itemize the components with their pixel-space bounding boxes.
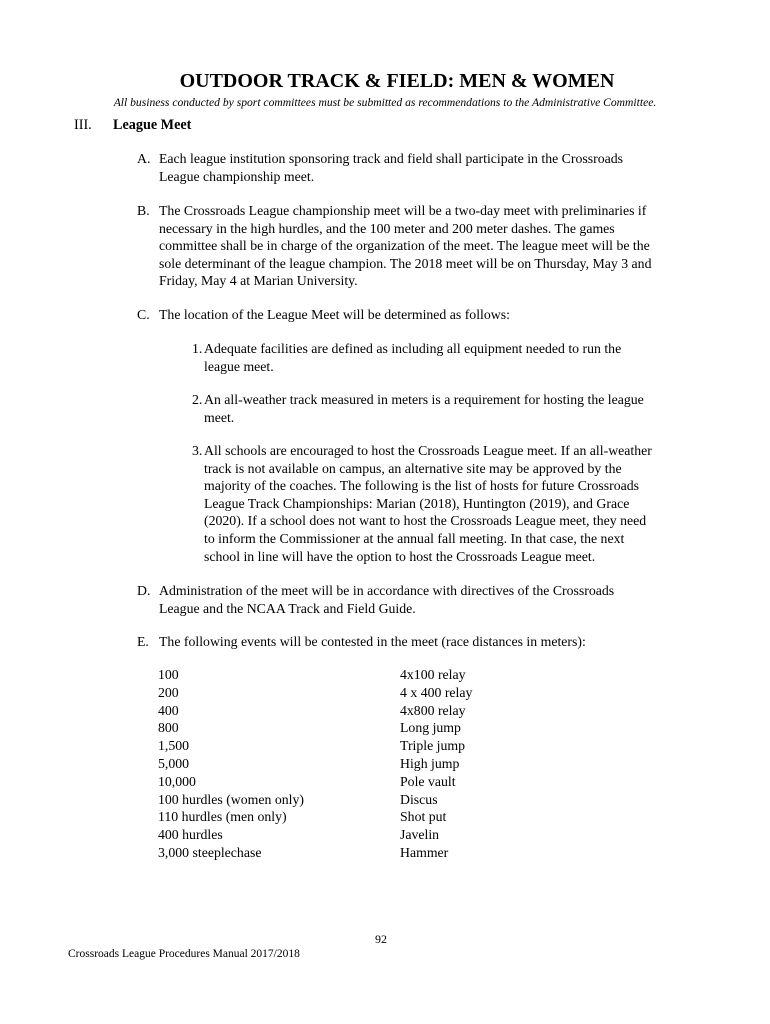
text-line: Each league institution sponsoring track and field shall participate in the Crossroads bbox=[159, 151, 623, 166]
page-number: 92 bbox=[375, 932, 387, 946]
event-item: Hammer bbox=[400, 844, 449, 860]
item-text bbox=[159, 582, 614, 617]
footer-text: Crossroads League Procedures Manual 2017/2018 bbox=[68, 948, 300, 960]
item-text bbox=[159, 150, 623, 185]
event-item: 5,000 bbox=[158, 755, 190, 771]
text-line: The following events will be contested in the meet (race distances in meters): bbox=[159, 634, 586, 649]
subitem-number: 2. bbox=[192, 392, 203, 407]
event-item: 400 hurdles bbox=[158, 827, 223, 843]
events-list-right bbox=[400, 666, 472, 862]
page-subtitle: All business conducted by sport committees must be submitted as recommendations to the Administrative Committee. bbox=[113, 96, 657, 109]
event-item: 800 bbox=[158, 720, 179, 736]
subitem-text bbox=[204, 391, 644, 426]
item-text bbox=[159, 633, 586, 651]
event-item: Shot put bbox=[400, 809, 447, 825]
event-item: 1,500 bbox=[158, 738, 190, 754]
text-line: meet. bbox=[204, 409, 235, 425]
text-line: All schools are encouraged to host the Crossroads League meet. If an all-weather bbox=[204, 443, 652, 458]
section-title: League Meet bbox=[113, 117, 192, 133]
item-text bbox=[159, 306, 510, 324]
events-list-left bbox=[158, 666, 304, 862]
event-item: Triple jump bbox=[400, 738, 466, 754]
event-item: Pole vault bbox=[400, 773, 456, 789]
text-line: league meet. bbox=[204, 358, 274, 374]
text-line: Adequate facilities are defined as including all equipment needed to run the bbox=[204, 341, 622, 356]
event-item: High jump bbox=[400, 755, 460, 771]
text-line: track is not available on campus, an alternative site may be approved by the bbox=[204, 460, 622, 476]
text-line: The location of the League Meet will be determined as follows: bbox=[159, 307, 510, 322]
subitem-number: 3. bbox=[192, 443, 203, 458]
text-line: school in line will have the option to host the Crossroads League meet. bbox=[204, 548, 596, 564]
event-item: 4 x 400 relay bbox=[400, 684, 473, 700]
text-line: An all-weather track measured in meters is a requirement for hosting the league bbox=[204, 392, 644, 407]
text-line: sole determinant of the league champion. The 2018 meet will be on Thursday, May 3 and bbox=[159, 255, 652, 271]
subitem-text bbox=[204, 442, 652, 565]
subitem-number: 1. bbox=[192, 341, 203, 356]
event-item: 3,000 steeplechase bbox=[158, 844, 262, 860]
event-item: Discus bbox=[400, 791, 438, 807]
text-line: League championship meet. bbox=[159, 168, 315, 184]
item-letter: B. bbox=[137, 203, 150, 218]
item-text bbox=[159, 202, 651, 290]
item-letter: E. bbox=[137, 634, 149, 649]
event-item: Long jump bbox=[400, 720, 461, 736]
text-line: League Track Championships: Marian (2018), Huntington (2019), and Grace bbox=[204, 495, 630, 511]
item-letter: C. bbox=[137, 307, 150, 322]
event-item: 100 bbox=[158, 667, 179, 682]
text-line: Friday, May 4 at Marian University. bbox=[159, 273, 358, 289]
text-line: Administration of the meet will be in accordance with directives of the Crossroads bbox=[159, 583, 615, 598]
event-item: 110 hurdles (men only) bbox=[158, 809, 287, 825]
text-line: The Crossroads League championship meet will be a two-day meet with preliminaries if bbox=[159, 203, 647, 218]
event-item: 4x800 relay bbox=[400, 702, 466, 718]
section-number: III. bbox=[74, 117, 92, 133]
text-line: (2020). If a school does not want to host the Crossroads League meet, they need bbox=[204, 513, 647, 529]
text-line: necessary in the high hurdles, and the 100 meter and 200 meter dashes. The games bbox=[159, 220, 615, 236]
subitem-text bbox=[204, 340, 621, 375]
event-item: 10,000 bbox=[158, 773, 196, 789]
item-letter: A. bbox=[137, 151, 151, 166]
event-item: 400 bbox=[158, 702, 179, 718]
event-item: 200 bbox=[158, 684, 179, 700]
text-line: majority of the coaches. The following is the list of hosts for future Crossroads bbox=[204, 478, 640, 494]
text-line: committee shall be in charge of the organization of the meet. The league meet will be the bbox=[159, 238, 650, 254]
event-item: 4x100 relay bbox=[400, 667, 466, 682]
event-item: 100 hurdles (women only) bbox=[158, 791, 304, 807]
page-title: OUTDOOR TRACK & FIELD: MEN & WOMEN bbox=[179, 70, 615, 92]
event-item: Javelin bbox=[400, 827, 440, 843]
text-line: League and the NCAA Track and Field Guide. bbox=[159, 600, 416, 616]
text-line: to inform the Commissioner at the annual fall meeting. In that case, the next bbox=[204, 530, 625, 546]
item-letter: D. bbox=[137, 583, 151, 598]
